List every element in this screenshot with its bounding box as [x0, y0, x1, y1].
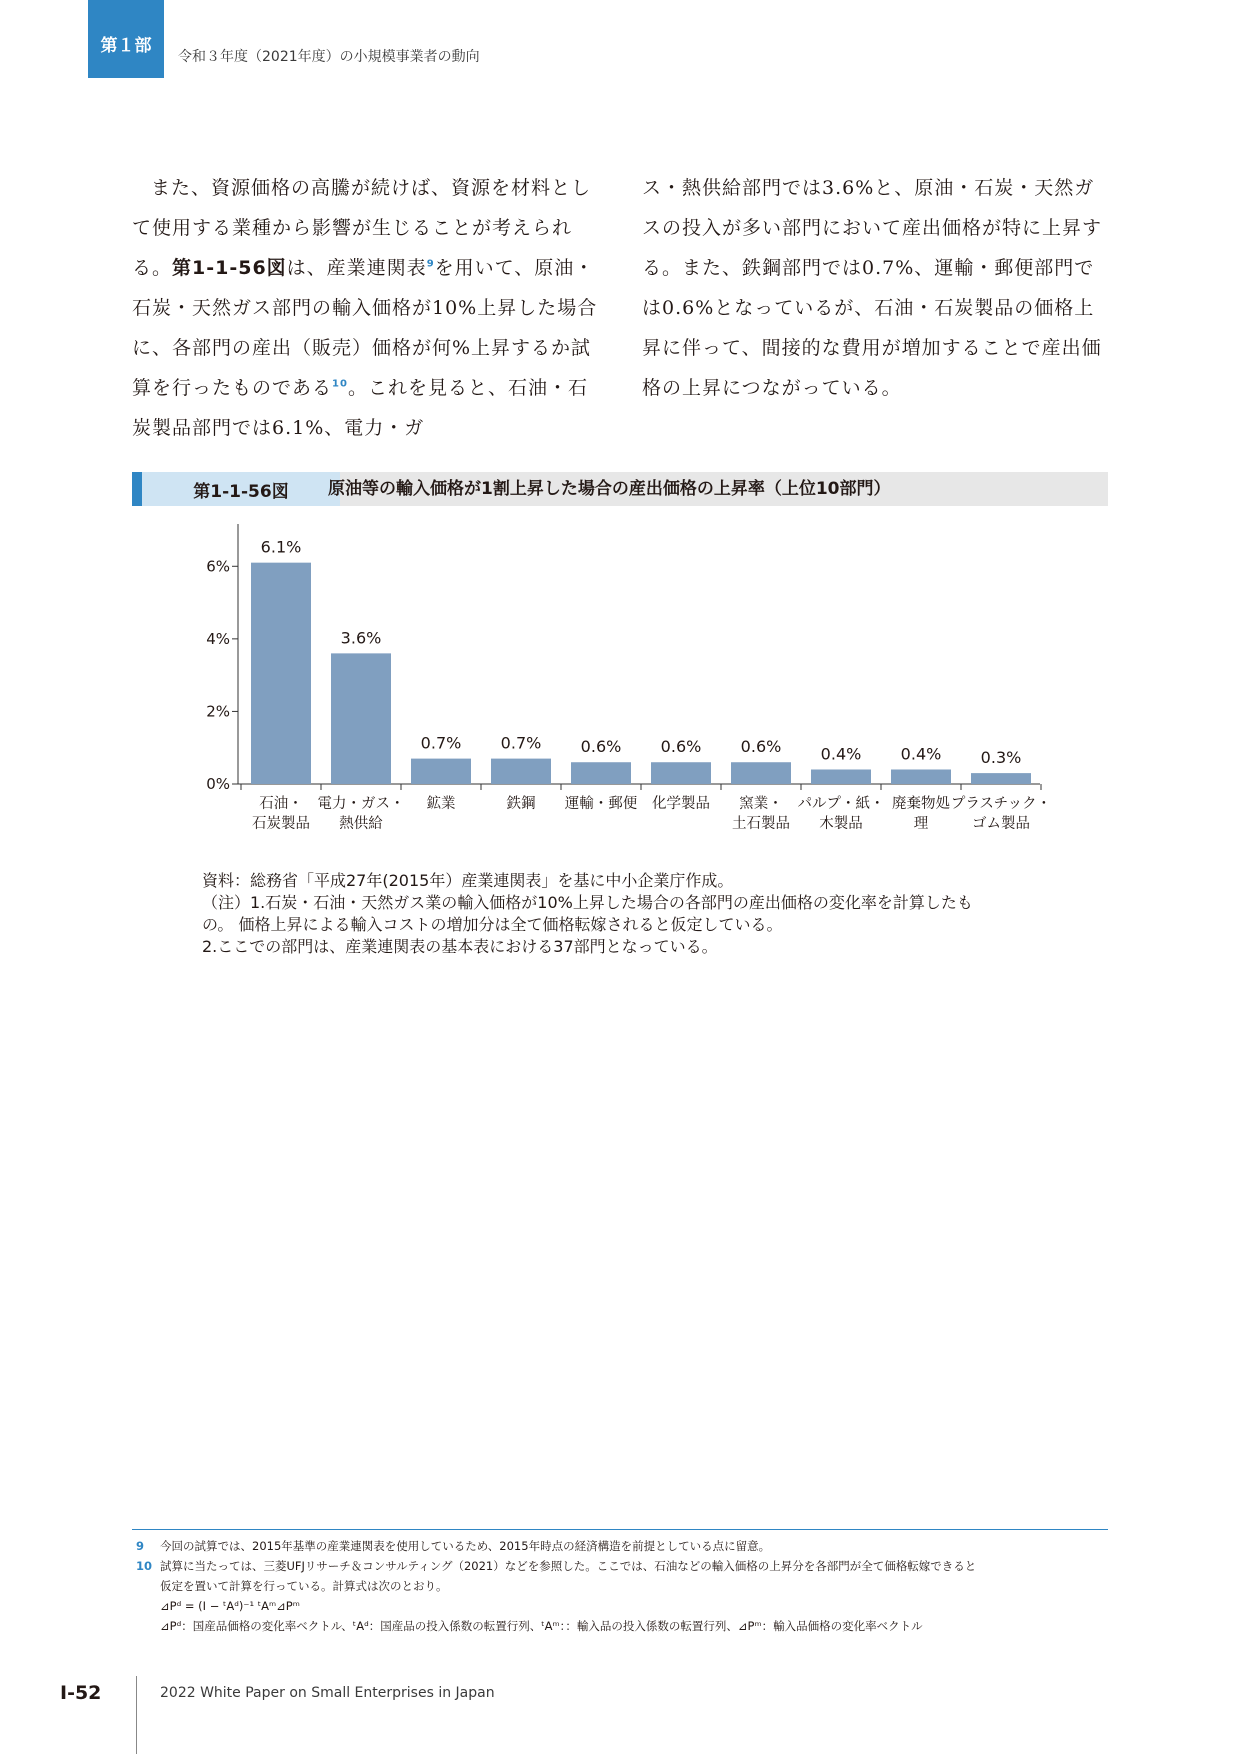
bar — [731, 762, 791, 784]
category-label: プラスチック・ — [950, 796, 1052, 812]
category-label: 化学製品 — [652, 796, 710, 812]
figure-number: 第1-1-56図 — [142, 472, 340, 506]
footnote-divider — [132, 1529, 1108, 1530]
footnote-ref-9[interactable]: 9 — [426, 258, 435, 270]
bar — [491, 759, 551, 784]
category-label: 運輸・郵便 — [564, 796, 638, 812]
body-paragraph-right: ス・熱供給部門では3.6%と、原油・石炭・天然ガスの投入が多い部門において産出価格が特に上昇する。また、鉄鋼部門では0.7%、運輸・郵便部門では0.6%となっているが、石油・石炭製品の価格上昇に伴って、間接的な費用が増加することで産出価格の上昇につながっている。 — [642, 177, 1103, 399]
bar-chart — [0, 0, 1241, 860]
category-label: 廃棄物処 — [892, 796, 950, 812]
footnote-10-formula: ⊿Pᵈ = (I − ᵗAᵈ)⁻¹ ᵗAᵐ⊿Pᵐ — [160, 1599, 300, 1613]
category-label: 鉄鋼 — [506, 796, 536, 812]
category-label: 石炭製品 — [252, 816, 310, 832]
data-label: 0.3% — [980, 748, 1022, 768]
category-label: 土石製品 — [732, 816, 790, 832]
note-1-line-2: の。 価格上昇による輸入コストの増加分は全て価格転嫁されると仮定している。 — [202, 915, 783, 934]
bar — [891, 769, 951, 784]
bar — [251, 563, 311, 784]
data-label: 3.6% — [340, 628, 382, 648]
footnote-9 — [136, 1536, 1116, 1556]
category-label: 窯業・ — [739, 796, 783, 812]
note-2: 2.ここでの部門は、産業連関表の基本表における37部門となっている。 — [202, 937, 718, 956]
page-number: I-52 — [60, 1682, 102, 1704]
footnote-ref-10[interactable]: 10 — [332, 378, 348, 390]
bar — [811, 769, 871, 784]
footnote-9-number: 9 — [136, 1539, 145, 1553]
bar — [971, 773, 1031, 784]
source-note: 資料：総務省「平成27年(2015年）産業連関表」を基に中小企業庁作成。 — [202, 871, 734, 890]
data-label: 0.6% — [740, 737, 782, 757]
data-label: 0.6% — [580, 737, 622, 757]
bar — [411, 759, 471, 784]
category-label: 木製品 — [819, 816, 863, 832]
running-header-title: 令和３年度（2021年度）の小規模事業者の動向 — [178, 49, 480, 65]
part-badge: 第１部 — [88, 0, 164, 78]
category-label: 電力・ガス・ — [317, 796, 405, 812]
category-label: 理 — [913, 816, 929, 832]
y-tick-label: 0% — [206, 775, 230, 793]
category-label: パルプ・紙・ — [797, 796, 885, 812]
footnotes — [136, 1536, 1116, 1636]
figure-reference[interactable]: 第1-1-56図 — [172, 257, 287, 279]
bar — [331, 653, 391, 784]
footnote-9-text: 今回の試算では、2015年基準の産業連関表を使用しているため、2015年時点の経済構造を前提としている点に留意。 — [160, 1539, 771, 1553]
data-label: 0.7% — [500, 733, 542, 753]
note-1-line-1: （注）1.石炭・石油・天然ガス業の輸入価格が10%上昇した場合の各部門の産出価格の変化率を計算したも — [202, 893, 973, 912]
category-label: ゴム製品 — [972, 816, 1030, 832]
footer-title: 2022 White Paper on Small Enterprises in Japan — [160, 1685, 495, 1701]
footnote-10-text-line-1: 試算に当たっては、三菱UFJリサーチ＆コンサルティング（2021）などを参照した。ここでは、石油などの輸入価格の上昇分を各部門が全て価格転嫁できると — [160, 1559, 977, 1573]
bar — [571, 762, 631, 784]
category-label: 鉱業 — [426, 796, 456, 812]
data-label: 6.1% — [260, 537, 302, 557]
footnote-10 — [136, 1556, 1116, 1576]
data-label: 0.7% — [420, 733, 462, 753]
bar — [651, 762, 711, 784]
figure-notes — [202, 870, 1062, 958]
footnote-10-text-line-2: 仮定を置いて計算を行っている。計算式は次のとおり。 — [160, 1579, 448, 1593]
category-label: 熱供給 — [339, 816, 383, 832]
footnote-10-number: 10 — [136, 1559, 153, 1573]
body-paragraph-left: また、資源価格の高騰が続けば、資源を材料として使用する業種から影響が生じることが考えられる。第1-1-56図は、産業連関表$^9$を用いて、原油・石炭・天然ガス部門の輸入価格が10%上昇した場合に、各部門の産出（販売）価格が何%上昇するか試算を行ったものである$^{10}$。これを見ると、石油・石炭製品部門では6.1%、電力・ガ — [132, 177, 598, 439]
data-label: 0.4% — [900, 744, 942, 764]
footer-divider — [136, 1676, 137, 1754]
y-tick-label: 6% — [206, 557, 230, 576]
data-label: 0.4% — [820, 744, 862, 764]
footnote-10-legend: ⊿Pᵈ：国産品価格の変化率ベクトル、ᵗAᵈ：国産品の投入係数の転置行列、ᵗAᵐ：：輸入品の投入係数の転置行列、⊿Pᵐ：輸入品価格の変化率ベクトル — [160, 1619, 923, 1633]
y-tick-label: 2% — [206, 702, 230, 721]
figure-title: 原油等の輸入価格が1割上昇した場合の産出価格の上昇率（上位10部門） — [328, 479, 891, 499]
data-label: 0.6% — [660, 737, 702, 757]
category-label: 石油・ — [259, 796, 303, 812]
y-tick-label: 4% — [206, 629, 230, 648]
